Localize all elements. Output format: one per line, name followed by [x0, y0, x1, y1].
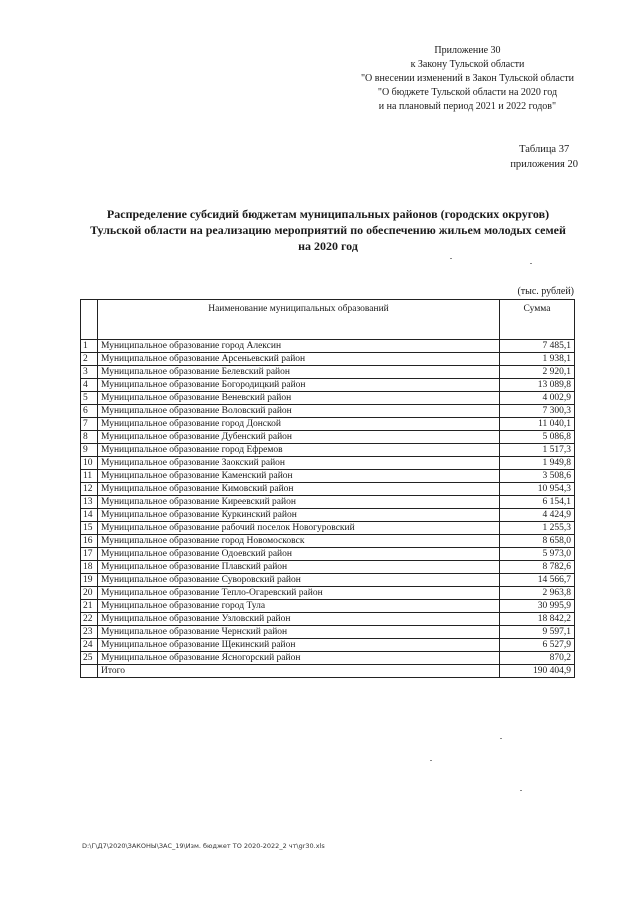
header-name-cell: Наименование муниципальных образований	[98, 300, 500, 340]
table-row	[81, 431, 575, 444]
row-number: 5	[81, 392, 98, 405]
subsidy-amount: 9 597,1	[500, 626, 575, 639]
table-row	[81, 626, 575, 639]
table-row	[81, 418, 575, 431]
scan-speck	[530, 263, 532, 264]
table-row	[81, 496, 575, 509]
row-number: 6	[81, 405, 98, 418]
row-number: 23	[81, 626, 98, 639]
municipality-name: Муниципальное образование Каменский район	[98, 470, 500, 483]
appendix-header	[361, 44, 574, 114]
row-number: 9	[81, 444, 98, 457]
municipality-name: Муниципальное образование город Алексин	[98, 340, 500, 353]
municipality-name: Муниципальное образование Заокский район	[98, 457, 500, 470]
row-number: 8	[81, 431, 98, 444]
municipality-name: Муниципальное образование Веневский район	[98, 392, 500, 405]
subsidy-amount: 5 973,0	[500, 548, 575, 561]
row-number: 14	[81, 509, 98, 522]
table-row	[81, 587, 575, 600]
row-number: 7	[81, 418, 98, 431]
table-row	[81, 405, 575, 418]
total-number-cell	[81, 665, 98, 678]
table-row	[81, 652, 575, 665]
municipality-name: Муниципальное образование Воловский район	[98, 405, 500, 418]
row-number: 2	[81, 353, 98, 366]
municipality-name: Муниципальное образование Чернский район	[98, 626, 500, 639]
table-row	[81, 366, 575, 379]
subsidy-amount: 18 842,2	[500, 613, 575, 626]
subsidy-amount: 10 954,3	[500, 483, 575, 496]
subsidy-amount: 14 566,7	[500, 574, 575, 587]
file-path-footer: D:\Г\Д7\2020\ЗАКОНЫ\ЗАС_19\Изм. бюджет ТО 2020-2022_2 чт\gr30.xls	[82, 842, 325, 850]
subsidy-amount: 2 963,8	[500, 587, 575, 600]
municipality-name: Муниципальное образование Суворовский район	[98, 574, 500, 587]
table-row	[81, 639, 575, 652]
municipality-name: Муниципальное образование Дубенский район	[98, 431, 500, 444]
row-number: 15	[81, 522, 98, 535]
total-sum: 190 404,9	[500, 665, 575, 678]
row-number: 18	[81, 561, 98, 574]
subsidy-amount: 870,2	[500, 652, 575, 665]
municipality-name: Муниципальное образование Щекинский район	[98, 639, 500, 652]
subsidy-amount: 5 086,8	[500, 431, 575, 444]
row-number: 4	[81, 379, 98, 392]
appendix-line: "О внесении изменений в Закон Тульской области	[360, 73, 574, 84]
row-number: 1	[81, 340, 98, 353]
row-number: 22	[81, 613, 98, 626]
subsidy-amount: 1 938,1	[500, 353, 575, 366]
table-row	[81, 340, 575, 353]
appendix-line: и на плановый период 2021 и 2022 годов"	[378, 101, 557, 112]
municipality-name: Муниципальное образование Одоевский район	[98, 548, 500, 561]
row-number: 20	[81, 587, 98, 600]
subsidy-amount: 8 658,0	[500, 535, 575, 548]
row-number: 17	[81, 548, 98, 561]
table-row	[81, 353, 575, 366]
table-row	[81, 470, 575, 483]
header-number-cell	[81, 300, 98, 340]
table-row	[81, 561, 575, 574]
subsidy-amount: 13 089,8	[500, 379, 575, 392]
row-number: 13	[81, 496, 98, 509]
row-number: 25	[81, 652, 98, 665]
municipality-name: Муниципальное образование Плавский район	[98, 561, 500, 574]
scan-speck	[500, 738, 502, 739]
appendix-line: Приложение 30	[434, 45, 501, 56]
municipality-name: Муниципальное образование город Ефремов	[98, 444, 500, 457]
subsidy-amount: 11 040,1	[500, 418, 575, 431]
municipality-name: Муниципальное образование рабочий поселок Новогуровский	[98, 522, 500, 535]
subsidy-amount: 6 527,9	[500, 639, 575, 652]
table-row	[81, 548, 575, 561]
table-row	[81, 574, 575, 587]
row-number: 11	[81, 470, 98, 483]
municipality-name: Муниципальное образование Узловский район	[98, 613, 500, 626]
municipality-name: Муниципальное образование город Новомосковск	[98, 535, 500, 548]
municipality-name: Муниципальное образование Арсеньевский район	[98, 353, 500, 366]
table-row	[81, 483, 575, 496]
municipality-name: Муниципальное образование Белевский район	[98, 366, 500, 379]
municipality-name: Муниципальное образование Кимовский район	[98, 483, 500, 496]
subsidy-amount: 4 002,9	[500, 392, 575, 405]
municipality-name: Муниципальное образование Ясногорский район	[98, 652, 500, 665]
subsidy-amount: 1 517,3	[500, 444, 575, 457]
subsidy-amount: 1 949,8	[500, 457, 575, 470]
scan-speck	[520, 790, 522, 791]
appendix-line: к Закону Тульской области	[410, 59, 525, 70]
subsidy-table	[80, 299, 575, 678]
total-row	[81, 665, 575, 678]
table-header-row	[81, 300, 575, 340]
row-number: 16	[81, 535, 98, 548]
municipality-name: Муниципальное образование город Донской	[98, 418, 500, 431]
table-row	[81, 613, 575, 626]
subsidy-amount: 1 255,3	[500, 522, 575, 535]
subsidy-amount: 2 920,1	[500, 366, 575, 379]
scan-speck	[430, 760, 432, 761]
row-number: 10	[81, 457, 98, 470]
subsidy-amount: 4 424,9	[500, 509, 575, 522]
table-number: Таблица 37	[519, 144, 570, 155]
table-row	[81, 457, 575, 470]
row-number: 21	[81, 600, 98, 613]
table-row	[81, 379, 575, 392]
table-row	[81, 522, 575, 535]
appendix-number: приложения 20	[510, 159, 578, 170]
units-label: (тыс. рублей)	[517, 286, 574, 297]
row-number: 12	[81, 483, 98, 496]
row-number: 3	[81, 366, 98, 379]
subsidy-amount: 7 300,3	[500, 405, 575, 418]
header-sum-cell: Сумма	[500, 300, 575, 340]
subsidy-amount: 6 154,1	[500, 496, 575, 509]
scan-speck	[450, 258, 452, 259]
municipality-name: Муниципальное образование Богородицкий район	[98, 379, 500, 392]
subsidy-amount: 8 782,6	[500, 561, 575, 574]
table-row	[81, 509, 575, 522]
row-number: 24	[81, 639, 98, 652]
municipality-name: Муниципальное образование город Тула	[98, 600, 500, 613]
municipality-name: Муниципальное образование Тепло-Огаревский район	[98, 587, 500, 600]
table-row	[81, 392, 575, 405]
table-row	[81, 535, 575, 548]
municipality-name: Муниципальное образование Куркинский район	[98, 509, 500, 522]
subsidy-amount: 30 995,9	[500, 600, 575, 613]
subsidy-amount: 7 485,1	[500, 340, 575, 353]
subsidy-amount: 3 508,6	[500, 470, 575, 483]
table-row	[81, 600, 575, 613]
total-label: Итого	[98, 665, 500, 678]
table-row	[81, 444, 575, 457]
table-reference	[510, 142, 578, 172]
municipality-name: Муниципальное образование Киреевский район	[98, 496, 500, 509]
document-title: Распределение субсидий бюджетам муниципальных районов (городских округов) Тульской области на реализацию мероприятий по обеспечению жильем молодых семей на 2020 год	[90, 207, 566, 253]
appendix-line: "О бюджете Тульской области на 2020 год	[377, 87, 558, 98]
row-number: 19	[81, 574, 98, 587]
